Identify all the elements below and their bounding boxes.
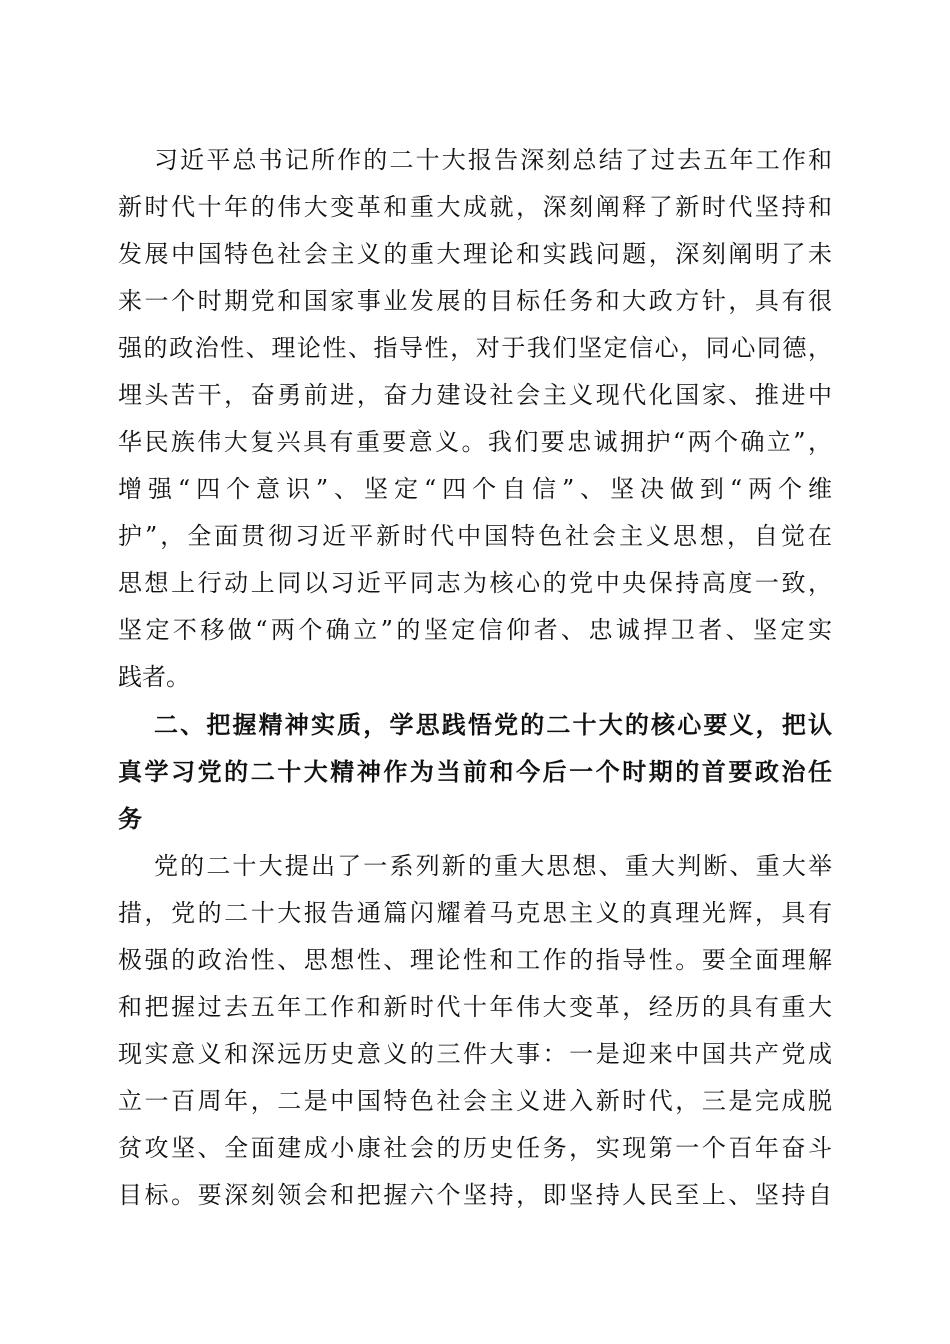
text-line: 现实意义和深远历史意义的三件大事：一是迎来中国共产党成 [118, 1040, 832, 1068]
text-line: 发展中国特色社会主义的重大理论和实践问题，深刻阐明了未 [118, 240, 832, 268]
text-line: 极强的政治性、思想性、理论性和工作的指导性。要全面理解 [118, 946, 832, 974]
heading-line: 务 [118, 805, 142, 833]
text-line: 党的二十大提出了一系列新的重大思想、重大判断、重大举 [154, 852, 832, 880]
text-line: 增强“四个意识”、坚定“四个自信”、坚决做到“两个维 [118, 475, 832, 503]
text-line: 华民族伟大复兴具有重要意义。我们要忠诚拥护“两个确立”， [118, 428, 832, 456]
text-line: 埋头苦干，奋勇前进，奋力建设社会主义现代化国家、推进中 [118, 381, 832, 409]
text-line: 护”，全面贯彻习近平新时代中国特色社会主义思想，自觉在 [118, 522, 832, 550]
text-line: 思想上行动上同以习近平同志为核心的党中央保持高度一致， [118, 569, 832, 597]
text-line: 和把握过去五年工作和新时代十年伟大变革，经历的具有重大 [118, 993, 832, 1021]
heading-line: 二、把握精神实质，学思践悟党的二十大的核心要义，把认 [154, 711, 832, 739]
text-line: 坚定不移做“两个确立”的坚定信仰者、忠诚捍卫者、坚定实 [118, 616, 832, 644]
text-line: 贫攻坚、全面建成小康社会的历史任务，实现第一个百年奋斗 [118, 1134, 832, 1162]
text-line: 强的政治性、理论性、指导性，对于我们坚定信心，同心同德， [118, 334, 832, 362]
text-line: 目标。要深刻领会和把握六个坚持，即坚持人民至上、坚持自 [118, 1181, 832, 1209]
text-line: 来一个时期党和国家事业发展的目标任务和大政方针，具有很 [118, 287, 832, 315]
text-line: 立一百周年，二是中国特色社会主义进入新时代，三是完成脱 [118, 1087, 832, 1115]
text-line: 习近平总书记所作的二十大报告深刻总结了过去五年工作和 [154, 146, 832, 174]
heading-line: 真学习党的二十大精神作为当前和今后一个时期的首要政治任 [118, 758, 832, 786]
text-line: 新时代十年的伟大变革和重大成就，深刻阐释了新时代坚持和 [118, 193, 832, 221]
text-line: 践者。 [118, 663, 190, 691]
text-line: 措，党的二十大报告通篇闪耀着马克思主义的真理光辉，具有 [118, 899, 832, 927]
